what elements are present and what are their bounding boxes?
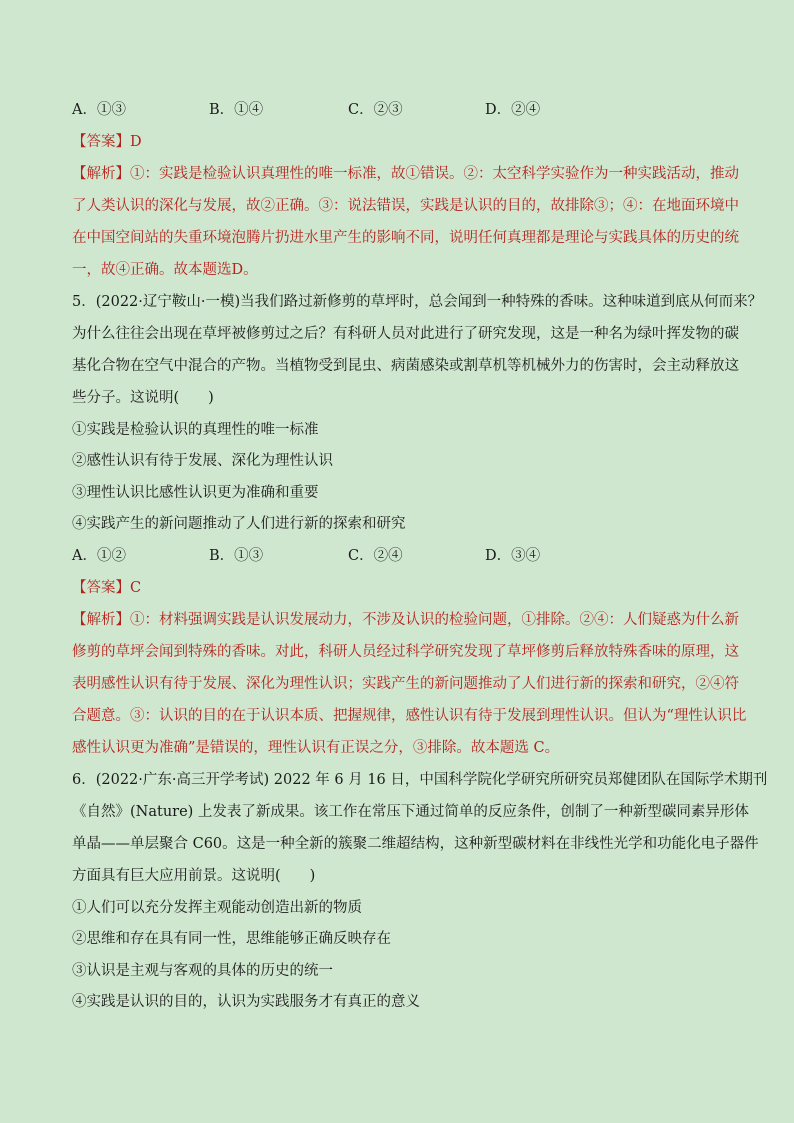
q6-stem-line: 单晶——单层聚合 C60。这是一种全新的簇聚二维超结构，这种新型碳材料在非线性光学和功能化电子器件 [72,836,759,852]
q4-option-b: B．①④ [209,102,264,118]
q4-analysis-line: 在中国空间站的失重环境泡腾片扔进水里产生的影响不同，说明任何真理都是理论与实践具体的历史的统 [72,230,739,246]
q4-option-a: A．①③ [72,102,126,118]
q5-option-b: B．①③ [209,548,264,564]
q5-item: ④实践产生的新问题推动了人们进行新的探索和研究 [72,516,406,532]
q6-item: ④实践是认识的目的，认识为实践服务才有真正的意义 [72,994,420,1010]
q5-analysis-line: 【解析】①：材料强调实践是认识发展动力，不涉及认识的检验问题，①排除。②④：人们疑惑为什么新 [72,612,739,628]
q5-stem-line: 5．(2022·辽宁鞍山·一模)当我们路过新修剪的草坪时，总会闻到一种特殊的香味。这种味道到底从何而来？ [72,294,763,310]
q6-item: ②思维和存在具有同一性，思维能够正确反映存在 [72,931,391,947]
q6-stem-line: 方面具有巨大应用前景。这说明( ) [72,868,316,884]
q4-option-c: C．②③ [348,102,403,118]
q4-options [72,100,732,120]
q6-item: ①人们可以充分发挥主观能动创造出新的物质 [72,900,362,916]
q5-item: ②感性认识有待于发展、深化为理性认识 [72,453,333,469]
q5-analysis-line: 感性认识更为准确”是错误的，理性认识有正误之分，③排除。故本题选 C。 [72,740,560,756]
q5-stem-line: 基化合物在空气中混合的产物。当植物受到昆虫、病菌感染或割草机等机械外力的伤害时，会主动释放这 [72,358,739,374]
q5-analysis-line: 合题意。③：认识的目的在于认识本质、把握规律，感性认识有待于发展到理性认识。但认为“理性认识比 [72,708,747,724]
q5-option-d: D．③④ [485,548,541,564]
q4-analysis-line: 【解析】①：实践是检验认识真理性的唯一标准，故①错误。②：太空科学实验作为一种实践活动，推动 [72,166,739,182]
q6-stem-line: 《自然》(Nature) 上发表了新成果。该工作在常压下通过简单的反应条件，创制了一种新型碳同素异形体 [72,804,749,820]
q5-analysis-line: 修剪的草坪会闻到特殊的香味。对此，科研人员经过科学研究发现了草坪修剪后释放特殊香味的原理，这 [72,644,739,660]
q5-analysis-line: 表明感性认识有待于发展、深化为理性认识；实践产生的新问题推动了人们进行新的探索和研究，②④符 [72,676,739,692]
q5-option-c: C．②④ [348,548,403,564]
q5-item: ①实践是检验认识的真理性的唯一标准 [72,422,319,438]
q5-options [72,546,732,566]
q4-option-d: D．②④ [485,102,541,118]
q4-analysis-line: 了人类认识的深化与发展，故②正确。③：说法错误，实践是认识的目的，故排除③；④：在地面环境中 [72,198,739,214]
q5-answer: 【答案】C [72,580,142,596]
q5-stem-line: 些分子。这说明( ) [72,390,214,406]
q5-option-a: A．①② [72,548,126,564]
q4-analysis-line: 一，故④正确。故本题选D。 [72,262,258,278]
q6-stem-line: 6．(2022·广东·高三开学考试) 2022 年 6 月 16 日，中国科学院化学研究所研究员郑健团队在国际学术期刊 [72,772,768,788]
q5-stem-line: 为什么往往会出现在草坪被修剪过之后？有科研人员对此进行了研究发现，这是一种名为绿叶挥发物的碳 [72,326,739,342]
q5-item: ③理性认识比感性认识更为准确和重要 [72,485,319,501]
q4-answer: 【答案】D [72,134,142,150]
q6-item: ③认识是主观与客观的具体的历史的统一 [72,963,333,979]
